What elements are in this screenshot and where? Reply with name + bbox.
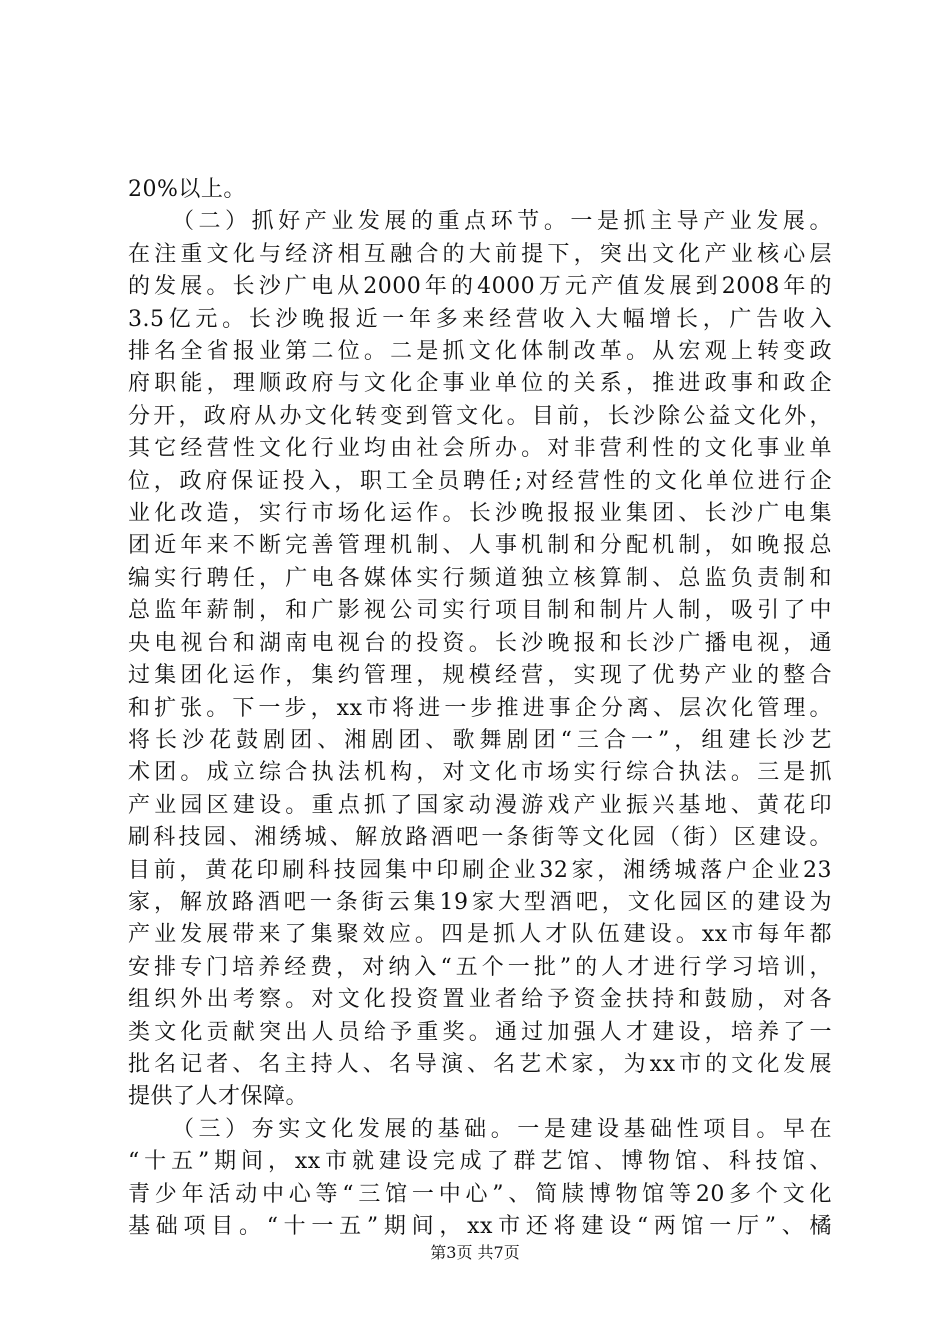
text-line: 类文化贡献突出人员给予重奖。通过加强人才建设，培养了一 [128, 1019, 832, 1045]
text-line: 基础项目。“十一五”期间，xx市还将建设“两馆一厅”、橘 [128, 1214, 832, 1239]
text-line: 青少年活动中心等“三馆一中心”、简牍博物馆等20多个文化 [128, 1181, 832, 1207]
text-line: 产业园区建设。重点抓了国家动漫游戏产业振兴基地、黄花印 [128, 792, 832, 818]
text-line: 20%以上。 [128, 177, 246, 202]
text-line: 术团。成立综合执法机构，对文化市场实行综合执法。三是抓 [128, 760, 832, 786]
text-line: 府职能，理顺政府与文化企事业单位的关系，推进政事和政企 [128, 371, 832, 397]
body-text [128, 174, 832, 1243]
text-line: 目前，黄花印刷科技园集中印刷企业32家，湘绣城落户企业23 [128, 857, 832, 883]
text-line: （二）抓好产业发展的重点环节。一是抓主导产业发展。 [172, 209, 832, 235]
text-line: 将长沙花鼓剧团、湘剧团、歌舞剧团“三合一”，组建长沙艺 [128, 727, 832, 753]
text-line: （三）夯实文化发展的基础。一是建设基础性项目。早在 [172, 1116, 832, 1142]
text-line: “十五”期间，xx市就建设完成了群艺馆、博物馆、科技馆、 [128, 1149, 832, 1175]
text-line: 和扩张。下一步，xx市将进一步推进事企分离、层次化管理。 [128, 695, 832, 721]
page-footer: 第3页 共7页 [430, 1243, 520, 1262]
text-line: 产业发展带来了集聚效应。四是抓人才队伍建设。xx市每年都 [128, 922, 832, 948]
text-line: 在注重文化与经济相互融合的大前提下，突出文化产业核心层 [128, 241, 832, 267]
text-line: 编实行聘任，广电各媒体实行频道独立核算制、总监负责制和 [128, 565, 832, 591]
text-line: 位，政府保证投入，职工全员聘任;对经营性的文化单位进行企 [128, 468, 832, 494]
text-line: 团近年来不断完善管理机制、人事机制和分配机制，如晚报总 [128, 533, 832, 559]
text-line: 总监年薪制，和广影视公司实行项目制和制片人制，吸引了中 [128, 598, 832, 624]
text-line: 安排专门培养经费，对纳入“五个一批”的人才进行学习培训， [128, 954, 832, 980]
text-line: 过集团化运作，集约管理，规模经营，实现了优势产业的整合 [128, 663, 832, 689]
text-line: 排名全省报业第二位。二是抓文化体制改革。从宏观上转变政 [128, 339, 832, 365]
text-line: 其它经营性文化行业均由社会所办。对非营利性的文化事业单 [128, 436, 832, 462]
text-line: 分开，政府从办文化转变到管文化。目前，长沙除公益文化外， [128, 403, 832, 429]
text-line: 3.5亿元。长沙晚报近一年多来经营收入大幅增长，广告收入 [128, 306, 832, 332]
text-line: 业化改造，实行市场化运作。长沙晚报报业集团、长沙广电集 [128, 501, 832, 527]
text-line: 刷科技园、湘绣城、解放路酒吧一条街等文化园（街）区建设。 [128, 825, 832, 851]
text-line: 的发展。长沙广电从2000年的4000万元产值发展到2008年的 [128, 274, 832, 300]
text-line: 提供了人才保障。 [128, 1084, 309, 1110]
text-line: 组织外出考察。对文化投资置业者给予资金扶持和鼓励，对各 [128, 987, 832, 1013]
text-line: 家，解放路酒吧一条街云集19家大型酒吧，文化园区的建设为 [128, 889, 832, 915]
text-line: 批名记者、名主持人、名导演、名艺术家，为xx市的文化发展 [128, 1051, 832, 1077]
text-line: 央电视台和湖南电视台的投资。长沙晚报和长沙广播电视，通 [128, 630, 832, 656]
